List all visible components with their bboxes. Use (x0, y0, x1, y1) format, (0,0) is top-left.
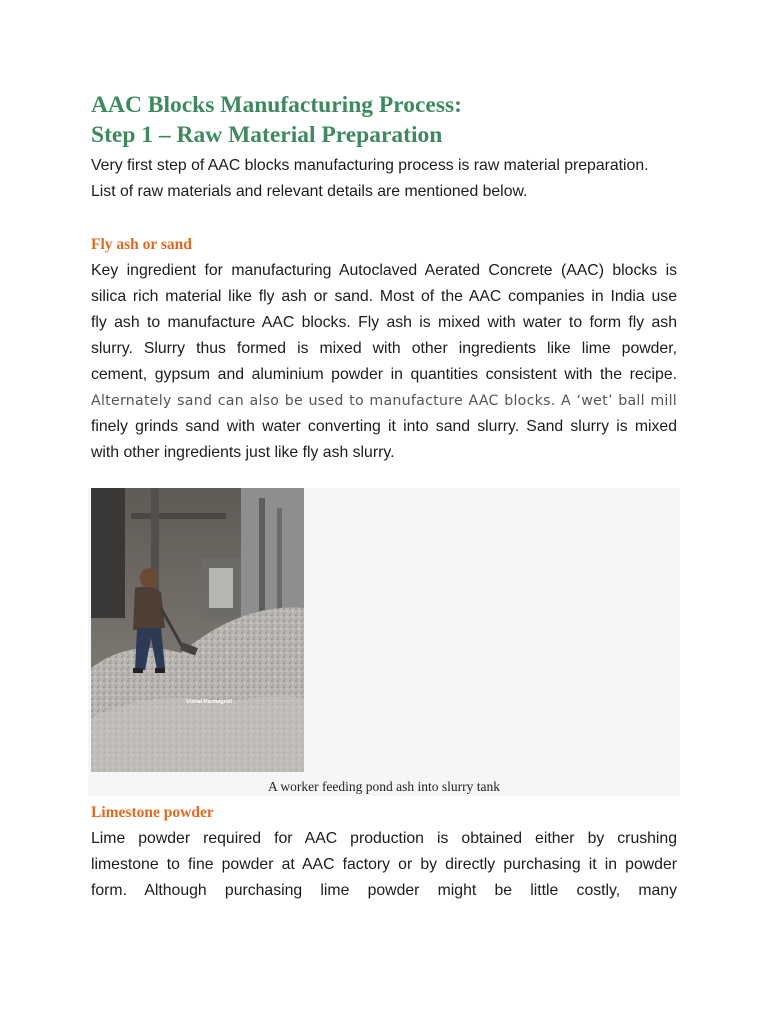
paragraph-line: slurry. Slurry thus formed is mixed with other ingredients like lime powder, (91, 340, 677, 357)
paragraph-line: finely grinds sand with water converting it into sand slurry. Sand slurry is mixed (91, 418, 677, 435)
paragraph-line: cement, gypsum and aluminium powder in quantities consistent with the recipe. (91, 366, 677, 383)
paragraph-line: Lime powder required for AAC production is obtained either by crushing (91, 830, 677, 847)
fly-ash-paragraph (91, 258, 677, 466)
paragraph-line: Alternately sand can also be used to manufacture AAC blocks. A ‘wet’ ball mill (91, 393, 677, 409)
figure (88, 488, 680, 796)
limestone-paragraph (91, 826, 677, 904)
photo-watermark: Vishal Parmagrall (185, 699, 233, 705)
worker-photo (91, 488, 304, 772)
figure-caption: A worker feeding pond ash into slurry tank (267, 779, 501, 794)
title-line-2: Step 1 – Raw Material Preparation (91, 122, 443, 148)
paragraph-line: fly ash to manufacture AAC blocks. Fly ash is mixed with water to form fly ash (91, 314, 677, 331)
title-line-1: AAC Blocks Manufacturing Process: (91, 92, 462, 118)
intro-line: List of raw materials and relevant details are mentioned below. (91, 183, 528, 200)
page-title (91, 90, 691, 150)
fly-ash-heading: Fly ash or sand (91, 236, 192, 253)
paragraph-line: with other ingredients just like fly ash slurry. (91, 444, 395, 461)
intro-line: Very first step of AAC blocks manufacturing process is raw material preparation. (91, 157, 649, 174)
paragraph-line: form. Although purchasing lime powder might be little costly, many (91, 882, 677, 899)
limestone-heading: Limestone powder (91, 804, 214, 821)
paragraph-line: limestone to fine powder at AAC factory or by directly purchasing it in powder (91, 856, 677, 873)
intro-paragraph (91, 153, 677, 205)
paragraph-line: silica rich material like fly ash or sand. Most of the AAC companies in India use (91, 288, 677, 305)
paragraph-line: Key ingredient for manufacturing Autoclaved Aerated Concrete (AAC) blocks is (91, 262, 677, 279)
